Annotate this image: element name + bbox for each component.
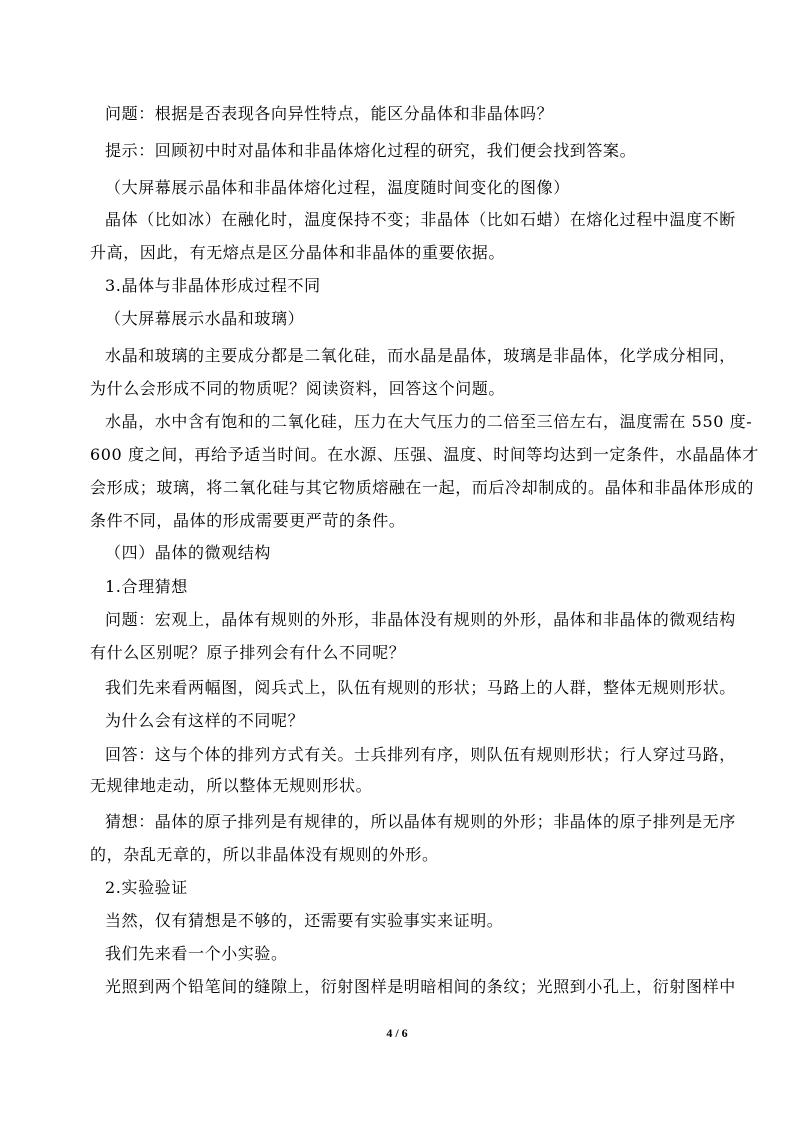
section-heading: 3.晶体与非晶体形成过程不同: [105, 276, 321, 295]
text-line: 为什么会形成不同的物质呢？阅读资料，回答这个问题。: [90, 379, 506, 398]
text-line: 600 度之间，再给予适当时间。在水源、压强、温度、时间等均达到一定条件，水晶晶体才: [90, 445, 759, 464]
text-line: 升高，因此，有无熔点是区分晶体和非晶体的重要依据。: [90, 243, 506, 262]
text-line: 条件不同，晶体的形成需要更严苛的条件。: [90, 511, 406, 530]
text-line: 回答：这与个体的排列方式有关。士兵排列有序，则队伍有规则形状；行人穿过马路，: [105, 745, 736, 764]
section-heading: （四）晶体的微观结构: [105, 543, 272, 562]
page-number: 4 / 6: [386, 1026, 408, 1040]
text-line: 我们先来看一个小实验。: [105, 944, 288, 963]
text-line: （大屏幕展示晶体和非晶体熔化过程，温度随时间变化的图像）: [105, 178, 570, 197]
text-line: 会形成；玻璃，将二氧化硅与其它物质熔融在一起，而后冷却制成的。晶体和非晶体形成的: [90, 478, 755, 497]
text-line: 有什么区别呢？原子排列会有什么不同呢？: [90, 643, 406, 662]
text-line: 水晶，水中含有饱和的二氧化硅，压力在大气压力的二倍至三倍左右，温度需在 550 度-: [105, 412, 753, 431]
text-line: 无规律地走动，所以整体无规则形状。: [90, 776, 373, 795]
text-line: （大屏幕展示水晶和玻璃）: [105, 309, 305, 328]
text-line: 水晶和玻璃的主要成分都是二氧化硅，而水晶是晶体，玻璃是非晶体，化学成分相同，: [105, 346, 736, 365]
text-line: 猜想：晶体的原子排列是有规律的，所以晶体有规则的外形；非晶体的原子排列是无序: [105, 812, 736, 831]
text-line: 我们先来看两幅图，阅兵式上，队伍有规则的形状；马路上的人群，整体无规则形状。: [105, 678, 736, 697]
text-line: 光照到两个铅笔间的缝隙上，衍射图样是明暗相间的条纹；光照到小孔上，衍射图样中: [105, 977, 736, 996]
text-line: 为什么会有这样的不同呢？: [105, 711, 305, 730]
text-line: 问题：宏观上，晶体有规则的外形，非晶体没有规则的外形，晶体和非晶体的微观结构: [105, 610, 736, 629]
subsection-heading: 1.合理猜想: [105, 577, 188, 596]
text-line: 晶体（比如冰）在融化时，温度保持不变；非晶体（比如石蜡）在熔化过程中温度不断: [105, 210, 736, 229]
text-line: 当然，仅有猜想是不够的，还需要有实验事实来证明。: [105, 911, 504, 930]
text-line: 问题：根据是否表现各向异性特点，能区分晶体和非晶体吗？: [105, 104, 554, 123]
text-line: 提示：回顾初中时对晶体和非晶体熔化过程的研究，我们便会找到答案。: [105, 141, 637, 160]
text-line: 的，杂乱无章的，所以非晶体没有规则的外形。: [90, 845, 439, 864]
subsection-heading: 2.实验验证: [105, 878, 188, 897]
